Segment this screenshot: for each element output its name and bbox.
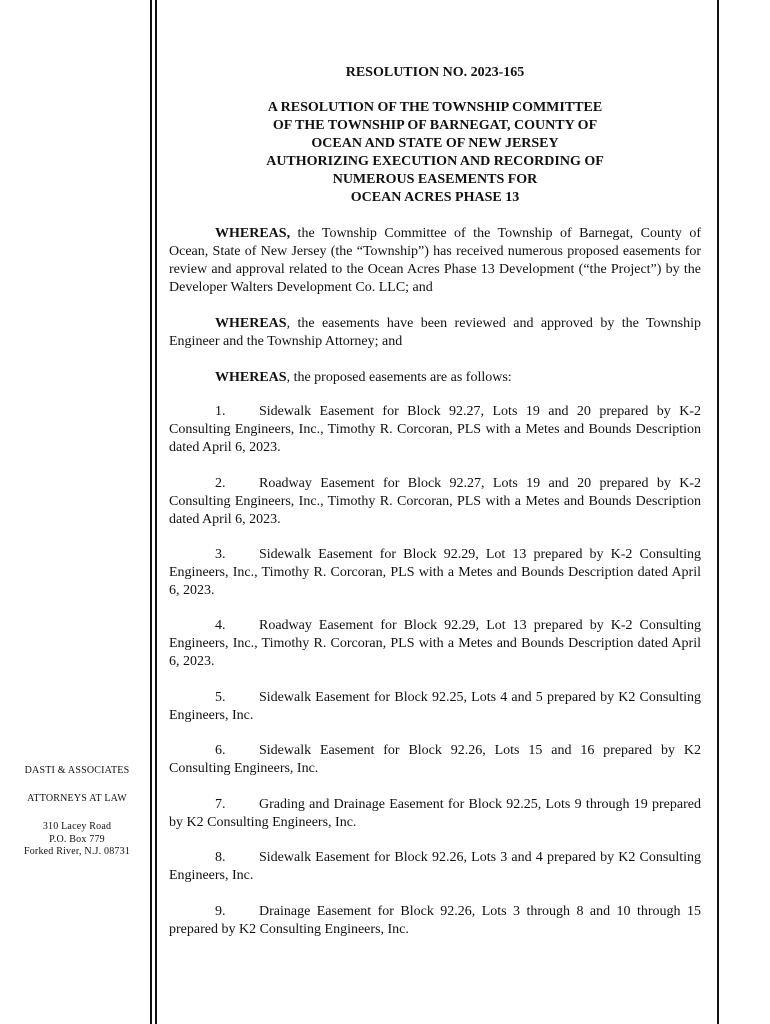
easement-item [169, 742, 701, 778]
easement-number: 7. [215, 797, 226, 812]
firm-address-pobox: P.O. Box 779 [49, 833, 105, 845]
easement-number: 3. [215, 547, 226, 562]
easement-item [169, 546, 701, 600]
easement-text: Roadway Easement for Block 92.29, Lot 13 prepared by K-2 Consulting Engineers, Inc., Timothy R. Corcoran, PLS with a Metes and Bounds Description dated April 6, 2023. [169, 618, 701, 669]
easement-text: Sidewalk Easement for Block 92.27, Lots 19 and 20 prepared by K-2 Consulting Engineers, Inc., Timothy R. Corcoran, PLS with a Metes and Bounds Description dated April 6, 2023. [169, 404, 701, 455]
easement-number: 9. [215, 904, 226, 919]
easement-text: Grading and Drainage Easement for Block 92.25, Lots 9 through 19 prepared by K2 Consulting Engineers, Inc. [169, 797, 701, 830]
easement-text: Roadway Easement for Block 92.27, Lots 19 and 20 prepared by K-2 Consulting Engineers, Inc., Timothy R. Corcoran, PLS with a Metes and Bounds Description dated April 6, 2023. [169, 476, 701, 527]
easement-number: 6. [215, 743, 226, 758]
easement-text: Drainage Easement for Block 92.26, Lots 3 through 8 and 10 through 15 prepared by K2 Consulting Engineers, Inc. [169, 904, 701, 937]
easement-number: 2. [215, 476, 226, 491]
whereas-text: the Township Committee of the Township of Barnegat, County of Ocean, State of New Jersey (the “Township”) has received numerous proposed easements for review and approval related to the Ocean Acres Phase 13 Development (“the Project”) by the Developer Walters Development Co. LLC; and [169, 226, 701, 295]
whereas-paragraph [169, 225, 701, 297]
easement-item [169, 849, 701, 885]
whereas-paragraph [169, 369, 701, 387]
easement-number: 5. [215, 690, 226, 705]
resolution-title-line: OCEAN ACRES PHASE 13 [350, 190, 520, 205]
whereas-paragraph [169, 315, 701, 351]
easement-item [169, 475, 701, 529]
easement-text: Sidewalk Easement for Block 92.29, Lot 13 prepared by K-2 Consulting Engineers, Inc., Timothy R. Corcoran, PLS with a Metes and Bounds Description dated April 6, 2023. [169, 547, 701, 598]
easement-item [169, 903, 701, 939]
resolution-title-line: A RESOLUTION OF THE TOWNSHIP COMMITTEE [267, 100, 603, 115]
firm-subtitle: ATTORNEYS AT LAW [27, 793, 127, 804]
easement-number: 4. [215, 618, 226, 633]
resolution-title-line: NUMEROUS EASEMENTS FOR [332, 172, 538, 187]
easement-item [169, 689, 701, 725]
easement-text: Sidewalk Easement for Block 92.26, Lots 15 and 16 prepared by K2 Consulting Engineers, Inc. [169, 743, 701, 776]
resolution-number: RESOLUTION NO. 2023-165 [345, 65, 525, 80]
easement-item [169, 796, 701, 832]
resolution-title [169, 99, 701, 207]
margin-rule-right [717, 0, 719, 1024]
margin-rule-left-outer [150, 0, 152, 1024]
easement-text: Sidewalk Easement for Block 92.25, Lots 4 and 5 prepared by K2 Consulting Engineers, Inc. [169, 690, 701, 723]
whereas-text: , the easements have been reviewed and approved by the Township Engineer and the Township Attorney; and [169, 316, 701, 349]
firm-name: DASTI & ASSOCIATES [24, 765, 130, 776]
easement-item [169, 403, 701, 457]
resolution-title-line: OCEAN AND STATE OF NEW JERSEY [311, 136, 559, 151]
margin-rule-left-inner [155, 0, 157, 1024]
resolution-title-line: OF THE TOWNSHIP OF BARNEGAT, COUNTY OF [272, 118, 598, 133]
easement-text: Sidewalk Easement for Block 92.26, Lots 3 and 4 prepared by K2 Consulting Engineers, Inc. [169, 850, 701, 883]
firm-address [18, 821, 136, 859]
firm-address-city: Forked River, N.J. 08731 [23, 846, 131, 857]
whereas-lead: WHEREAS, [215, 226, 291, 241]
whereas-lead: WHEREAS [215, 316, 287, 331]
easement-number: 8. [215, 850, 226, 865]
resolution-title-line: AUTHORIZING EXECUTION AND RECORDING OF [266, 154, 604, 169]
whereas-lead: WHEREAS [215, 370, 287, 385]
easement-item [169, 617, 701, 671]
easement-number: 1. [215, 404, 226, 419]
whereas-text: , the proposed easements are as follows: [286, 370, 512, 385]
firm-address-street: 310 Lacey Road [42, 821, 112, 832]
